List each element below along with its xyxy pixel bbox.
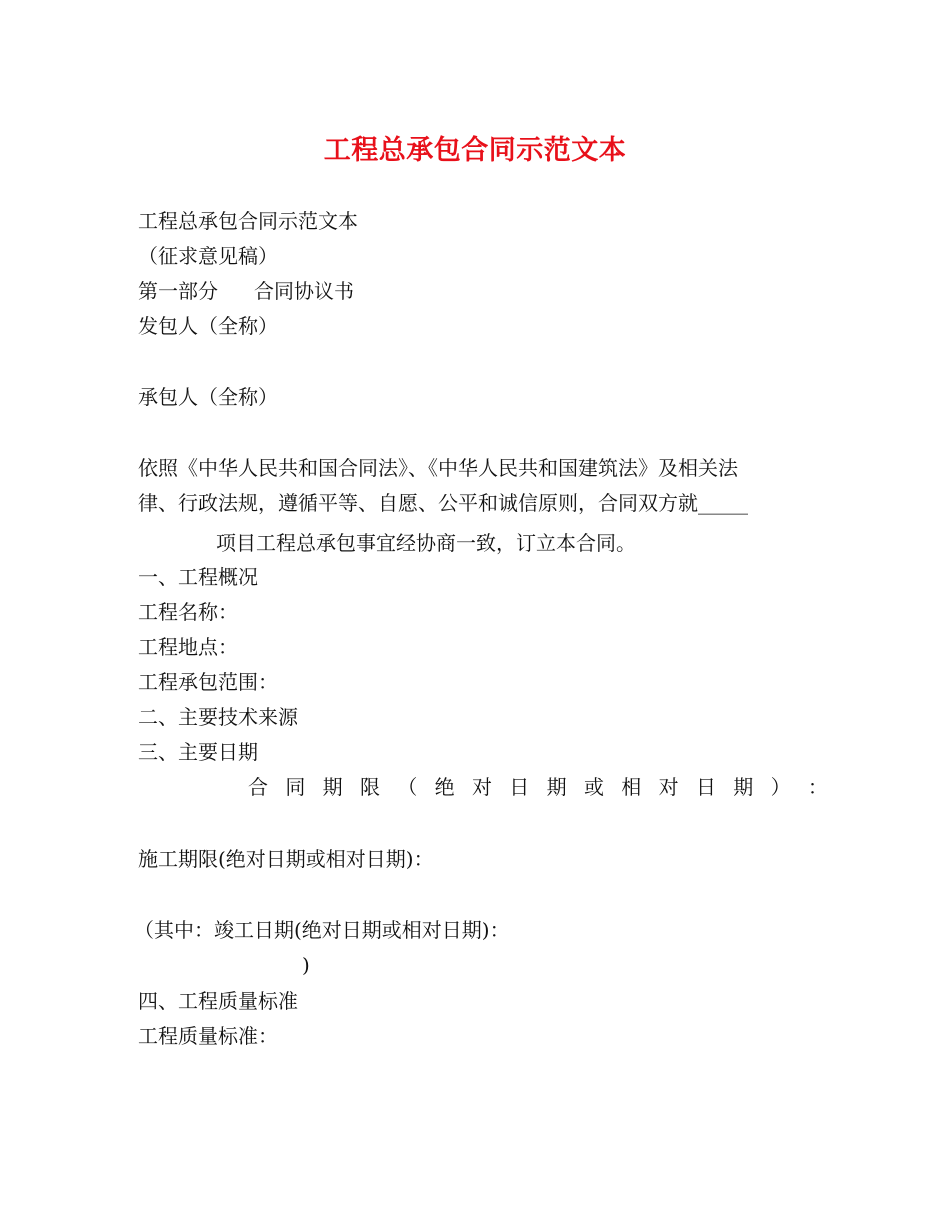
project-name-label: 工程名称： — [138, 600, 238, 624]
contract-term-char: 同 — [285, 775, 306, 799]
contract-term-char: 绝 — [434, 775, 455, 799]
closing-paren: ) — [302, 953, 310, 977]
project-location-label: 工程地点： — [138, 635, 238, 659]
section-2-heading: 二、主要技术来源 — [138, 705, 298, 729]
document-title: 工程总承包合同示范文本 — [323, 135, 627, 166]
contract-term-char: ： — [807, 775, 828, 799]
preamble-line-1: 依照《中华人民共和国合同法》、《中华人民共和国建筑法》及相关法 — [138, 456, 738, 480]
contract-term-char: 对 — [471, 775, 492, 799]
contract-term-char: 限 — [359, 775, 380, 799]
part-heading — [138, 278, 354, 304]
employer-label: 发包人（全称） — [138, 314, 278, 338]
contractor-label: 承包人（全称） — [138, 385, 278, 409]
contract-term-char: 合 — [248, 775, 268, 799]
contract-term-char: 相 — [621, 775, 642, 799]
section-1-heading: 一、工程概况 — [138, 565, 258, 589]
contract-term-char: 期 — [322, 775, 343, 799]
contract-term-char: 日 — [695, 775, 716, 799]
contract-term-char: 期 — [733, 775, 754, 799]
doc-subtitle: 工程总承包合同示范文本 — [138, 209, 358, 233]
contract-term-char: 期 — [546, 775, 567, 799]
preamble-line-2: 律、行政法规，遵循平等、自愿、公平和诚信原则，合同双方就_____ — [138, 491, 748, 515]
section-4-heading: 四、工程质量标准 — [138, 989, 298, 1013]
contract-term-char: 或 — [583, 775, 604, 799]
part-title: 合同协议书 — [254, 279, 354, 303]
completion-date-label: （其中：竣工日期(绝对日期或相对日期)： — [134, 918, 510, 942]
draft-note: （征求意见稿） — [138, 244, 278, 268]
construction-period-label: 施工期限(绝对日期或相对日期)： — [138, 847, 434, 871]
preamble-line-3: 项目工程总承包事宜经协商一致，订立本合同。 — [216, 531, 636, 555]
contract-term-char: （ — [397, 775, 418, 799]
part-number: 第一部分 — [138, 279, 218, 303]
contract-term-line — [248, 774, 828, 800]
contract-term-char: ） — [770, 775, 791, 799]
contract-term-char: 对 — [658, 775, 679, 799]
section-3-heading: 三、主要日期 — [138, 740, 258, 764]
contract-term-char: 日 — [509, 775, 530, 799]
contract-scope-label: 工程承包范围： — [138, 670, 278, 694]
quality-standard-label: 工程质量标准： — [138, 1024, 278, 1048]
